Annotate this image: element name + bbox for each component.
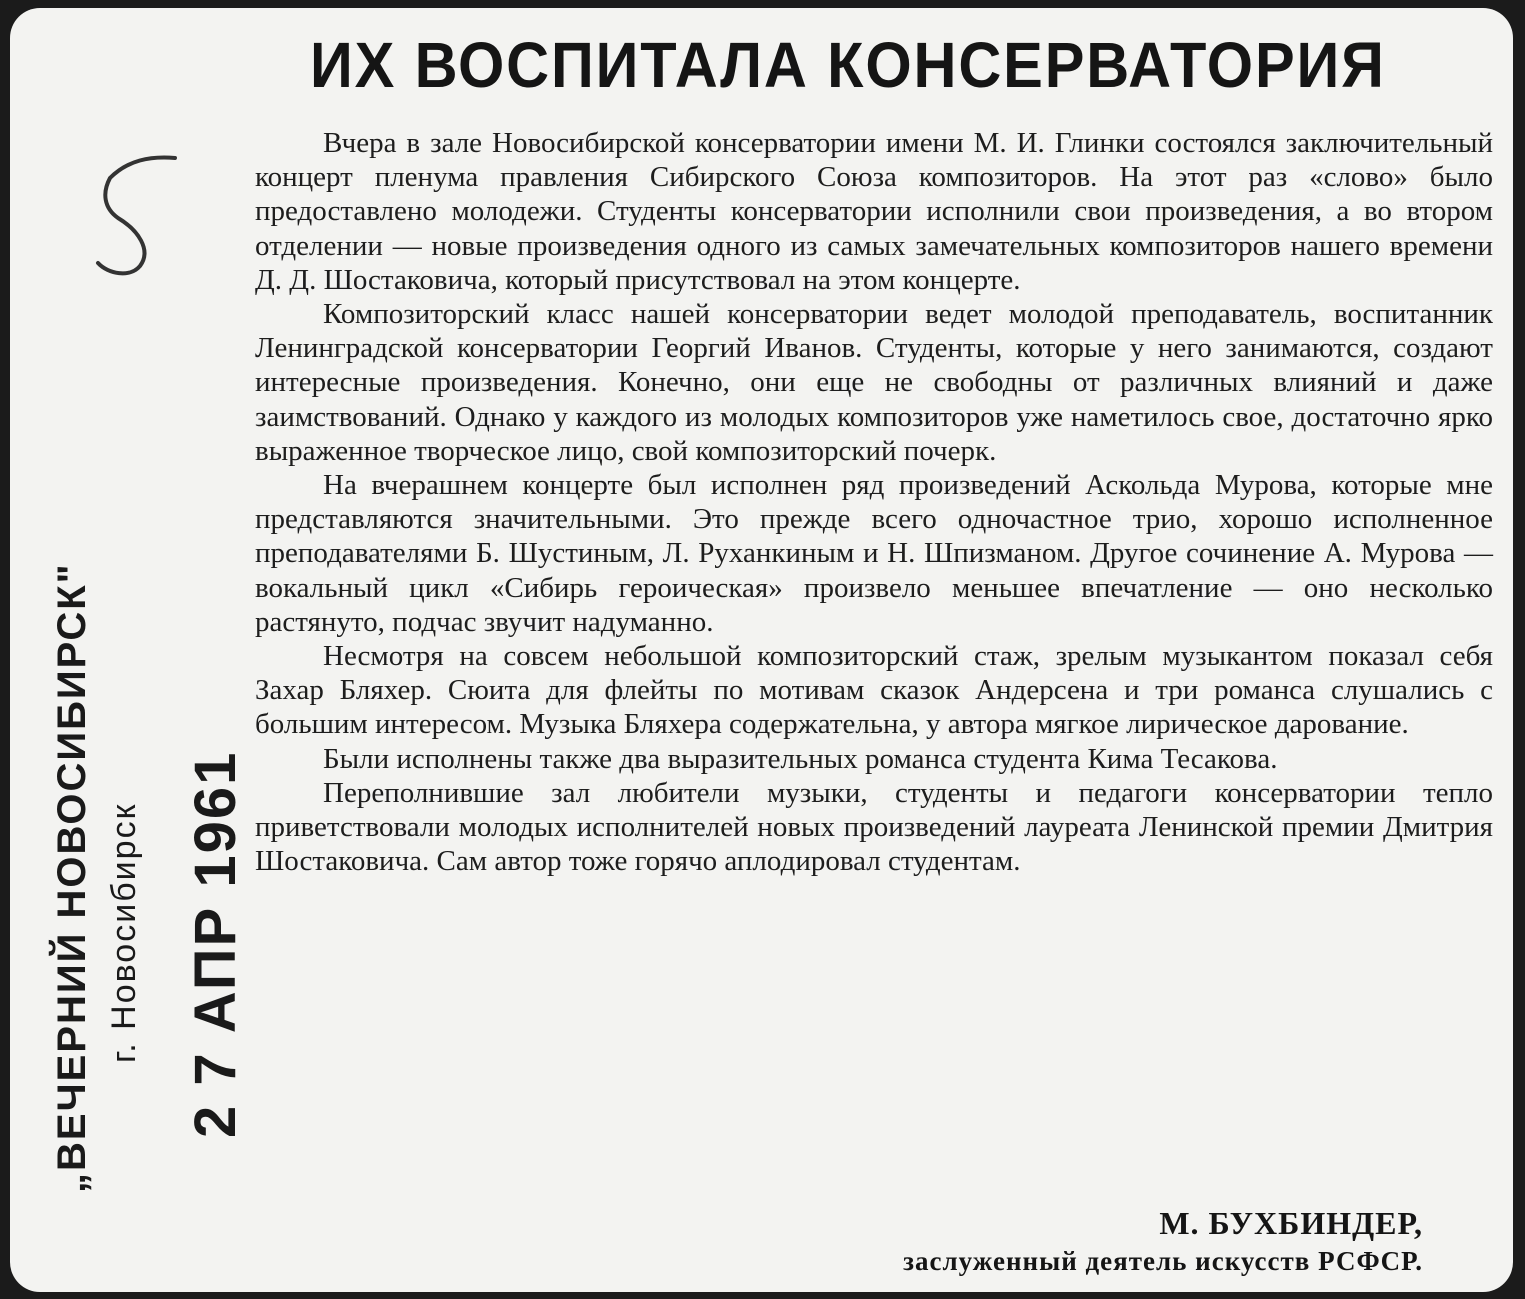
city-stamp: г. Новосибирск xyxy=(105,802,143,1063)
author-signature xyxy=(903,1203,1423,1279)
article-paragraph: Были исполнены также два выразительных романса студента Кима Тесакова. xyxy=(323,742,1278,775)
article-body xyxy=(255,126,1493,878)
author-title: заслуженный деятель искусств РСФСР. xyxy=(903,1246,1423,1276)
article-headline: ИХ ВОСПИТАЛА КОНСЕРВАТОРИЯ xyxy=(310,29,1386,101)
newspaper-name-stamp: „ВЕЧЕРНИЙ НОВОСИБИРСК" xyxy=(50,562,94,1193)
article-paragraph: Несмотря на совсем небольшой композиторский стаж, зрелым музыкантом показал себя Захар Бляхер. Сюита для флейты по мотивам сказок Андерсена и три романса слушались с большим интересом. Музыка Бляхера содержательна, у автора мягкое лирическое дарование. xyxy=(255,640,1493,741)
date-stamp: 2 7 АПР 1961 xyxy=(183,750,248,1138)
article-paragraph: Переполнившие зал любители музыки, студенты и педагоги консерватории тепло приветствовали молодых исполнителей новых произведений лауреата Ленинской премии Дмитрия Шостаковича. Сам автор тоже горячо аплодировал студентам. xyxy=(255,776,1493,878)
article-paragraph: Вчера в зале Новосибирской консерватории имени М. И. Глинки состоялся заключительный концерт пленума правления Сибирского Союза композиторов. На этот раз «слово» было предоставлено молодежи. Студенты консерватории исполнили свои произведения, а во втором отделении — новые произведения одного из самых замечательных композиторов нашего времени Д. Д. Шостаковича, который присутствовал на этом концерте. xyxy=(255,127,1493,296)
newspaper-clipping xyxy=(10,8,1513,1292)
article-paragraph: На вчерашнем концерте был исполнен ряд произведений Аскольда Мурова, которые мне представляются значительными. Это прежде всего одночастное трио, хорошо исполненное преподавателями Б. Шустиным, Л. Руханкиным и Н. Шпизманом. Другое сочинение А. Мурова — вокальный цикл «Сибирь героическая» произвело меньшее впечатление — оно несколько растянуто, подчас звучит надуманно. xyxy=(255,469,1493,638)
author-name: М. БУХБИНДЕР, xyxy=(1159,1205,1423,1241)
handwritten-number-mark xyxy=(80,138,200,278)
article-paragraph: Композиторский класс нашей консерватории ведет молодой преподаватель, воспитанник Ленинградской консерватории Георгий Иванов. Студенты, которые у него занимаются, создают интересные произведения. Конечно, они еще не свободны от различных влияний и даже заимствований. Однако у каждого из молодых композиторов уже наметилось свое, достаточно ярко выраженное творческое лицо, свой композиторский почерк. xyxy=(255,298,1493,467)
